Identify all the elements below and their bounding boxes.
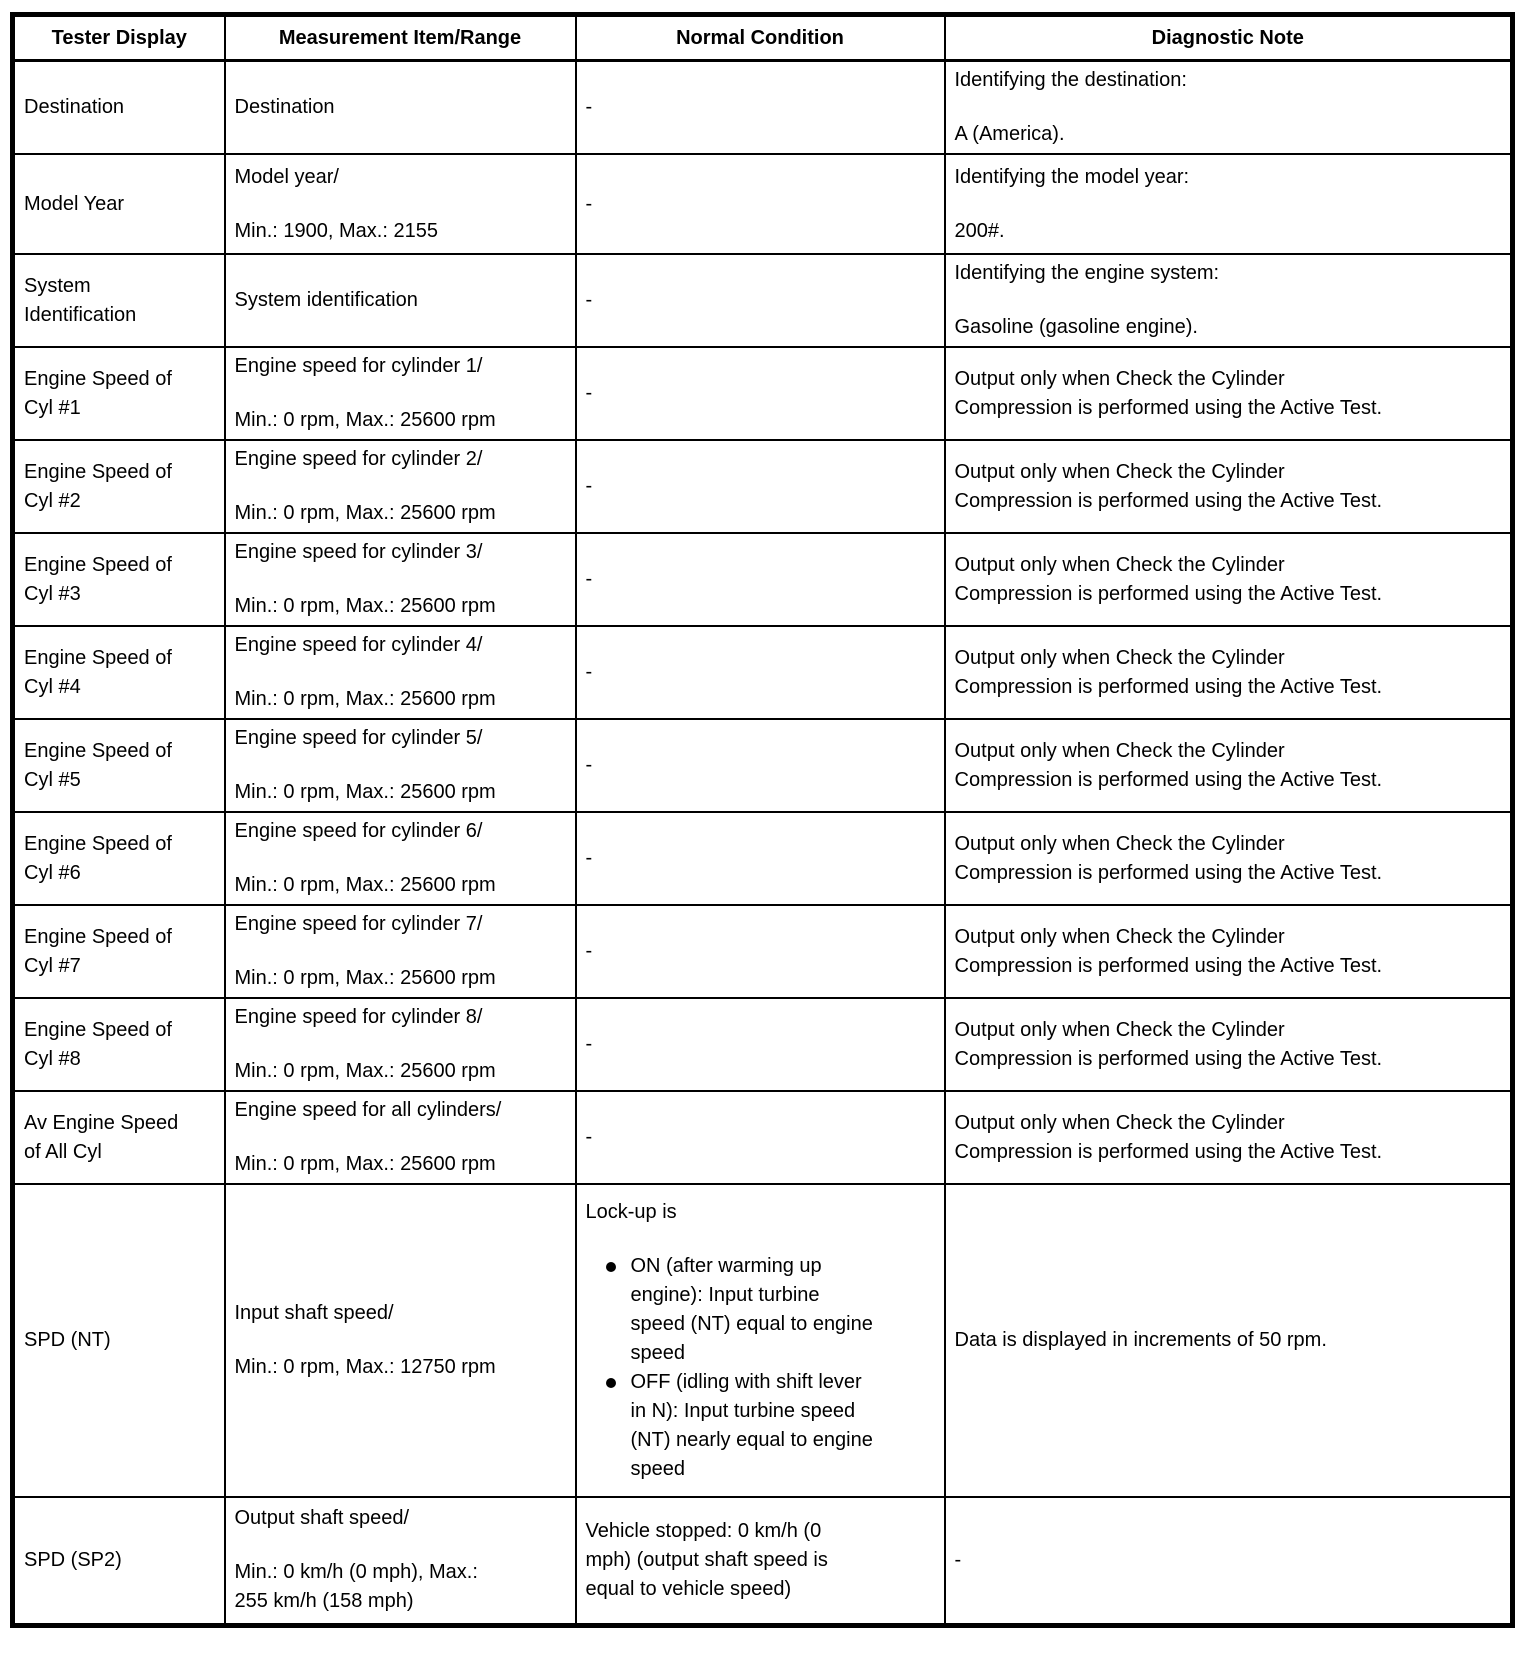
cell-measurement-item-range	[225, 905, 576, 998]
cell-tester-display	[13, 719, 225, 812]
cell-text: Engine speed for cylinder 3/	[234, 541, 483, 563]
cell-normal-condition	[576, 254, 945, 347]
cell-text: Identifying the engine system:	[954, 262, 1220, 284]
cell-text: Vehicle stopped: 0 km/h (0 mph) (output shaft speed is equal to vehicle speed)	[585, 1519, 828, 1600]
cell-text: Engine Speed of Cyl #5	[24, 739, 172, 791]
cell-text: Engine Speed of Cyl #8	[24, 1018, 172, 1070]
bullet-text: OFF (idling with shift lever in N): Input turbine speed (NT) nearly equal to engine speed	[630, 1370, 873, 1480]
cell-text: Engine speed for cylinder 6/	[234, 820, 483, 842]
cell-text: Av Engine Speed of All Cyl	[24, 1111, 179, 1163]
cell-text: Min.: 0 rpm, Max.: 25600 rpm	[234, 1060, 496, 1082]
cell-text: -	[585, 661, 593, 683]
table-row	[13, 1091, 1513, 1184]
cell-normal-condition	[576, 1184, 945, 1497]
cell-tester-display	[13, 998, 225, 1091]
cell-text: System Identification	[24, 274, 137, 326]
cell-text: Output only when Check the Cylinder Compression is performed using the Active Test.	[954, 460, 1383, 512]
cell-text: Identifying the destination:	[954, 69, 1187, 91]
cell-text: Engine Speed of Cyl #3	[24, 553, 172, 605]
cell-text: Engine speed for cylinder 8/	[234, 1006, 483, 1028]
cell-text: Engine Speed of Cyl #2	[24, 460, 172, 512]
cell-text: -	[954, 1548, 962, 1571]
cell-tester-display	[13, 626, 225, 719]
cell-diagnostic-note	[945, 1497, 1513, 1625]
cell-text: Engine speed for cylinder 4/	[234, 634, 483, 656]
cell-diagnostic-note	[945, 254, 1513, 347]
cell-text: Min.: 0 rpm, Max.: 25600 rpm	[234, 781, 496, 803]
cell-normal-condition	[576, 626, 945, 719]
cell-diagnostic-note	[945, 905, 1513, 998]
cell-text: Engine Speed of Cyl #4	[24, 646, 172, 698]
cell-measurement-item-range	[225, 440, 576, 533]
cell-text: Destination	[234, 96, 335, 118]
header-measurement-item-range: Measurement Item/Range	[225, 15, 576, 61]
table-row	[13, 347, 1513, 440]
cell-diagnostic-note	[945, 719, 1513, 812]
cell-normal-condition	[576, 154, 945, 254]
cell-text: Output only when Check the Cylinder Compression is performed using the Active Test.	[954, 1111, 1383, 1163]
table-row	[13, 61, 1513, 155]
cell-measurement-item-range	[225, 626, 576, 719]
cell-diagnostic-note	[945, 61, 1513, 155]
cell-text: -	[585, 382, 593, 404]
cell-text: System identification	[234, 289, 418, 311]
cell-text: Input shaft speed/	[234, 1302, 394, 1324]
cell-diagnostic-note	[945, 998, 1513, 1091]
cell-text: Output only when Check the Cylinder Compression is performed using the Active Test.	[954, 646, 1383, 698]
cell-text: Min.: 0 rpm, Max.: 25600 rpm	[234, 874, 496, 896]
bullet-icon	[606, 1262, 616, 1272]
cell-text: Identifying the model year:	[954, 165, 1190, 188]
cell-text: Engine Speed of Cyl #1	[24, 367, 172, 419]
cell-tester-display	[13, 154, 225, 254]
cell-normal-condition	[576, 347, 945, 440]
header-diagnostic-note: Diagnostic Note	[945, 15, 1513, 61]
table-row	[13, 533, 1513, 626]
table-body	[13, 61, 1513, 1626]
cell-measurement-item-range	[225, 812, 576, 905]
cell-text: Lock-up is	[585, 1200, 677, 1223]
cell-normal-condition	[576, 1091, 945, 1184]
cell-text: -	[585, 96, 593, 118]
cell-tester-display	[13, 1497, 225, 1625]
cell-normal-condition	[576, 905, 945, 998]
cell-text: A (America).	[954, 123, 1065, 145]
cell-measurement-item-range	[225, 254, 576, 347]
cell-text: -	[585, 568, 593, 590]
cell-text: Destination	[24, 96, 125, 118]
cell-text: SPD (SP2)	[24, 1548, 122, 1571]
cell-text: Min.: 1900, Max.: 2155	[234, 219, 438, 242]
cell-text: -	[585, 940, 593, 962]
cell-text: Output only when Check the Cylinder Compression is performed using the Active Test.	[954, 367, 1383, 419]
cell-text: Data is displayed in increments of 50 rpm.	[954, 1329, 1327, 1351]
cell-tester-display	[13, 1184, 225, 1497]
cell-tester-display	[13, 347, 225, 440]
cell-text: -	[585, 192, 593, 215]
cell-diagnostic-note	[945, 626, 1513, 719]
header-normal-condition: Normal Condition	[576, 15, 945, 61]
cell-diagnostic-note	[945, 440, 1513, 533]
cell-normal-condition	[576, 61, 945, 155]
cell-text: Min.: 0 rpm, Max.: 25600 rpm	[234, 967, 496, 989]
cell-text: 200#.	[954, 219, 1005, 242]
cell-normal-condition	[576, 719, 945, 812]
table-row	[13, 719, 1513, 812]
cell-text: Min.: 0 rpm, Max.: 25600 rpm	[234, 409, 496, 431]
cell-text: -	[585, 289, 593, 311]
cell-text: Engine speed for cylinder 1/	[234, 355, 483, 377]
cell-measurement-item-range	[225, 154, 576, 254]
bullet-list	[586, 1252, 936, 1484]
table-row	[13, 812, 1513, 905]
cell-normal-condition	[576, 812, 945, 905]
cell-normal-condition	[576, 1497, 945, 1625]
table-row	[13, 440, 1513, 533]
cell-text: Output only when Check the Cylinder Compression is performed using the Active Test.	[954, 553, 1383, 605]
cell-measurement-item-range	[225, 998, 576, 1091]
cell-text: Min.: 0 rpm, Max.: 12750 rpm	[234, 1356, 496, 1378]
cell-tester-display	[13, 905, 225, 998]
cell-text: Engine speed for cylinder 2/	[234, 448, 483, 470]
cell-text: Output shaft speed/	[234, 1507, 410, 1530]
cell-measurement-item-range	[225, 1091, 576, 1184]
cell-tester-display	[13, 1091, 225, 1184]
cell-diagnostic-note	[945, 347, 1513, 440]
cell-diagnostic-note	[945, 154, 1513, 254]
cell-diagnostic-note	[945, 812, 1513, 905]
cell-text: -	[585, 1033, 593, 1055]
cell-text: Min.: 0 rpm, Max.: 25600 rpm	[234, 502, 496, 524]
diagnostic-data-table	[10, 12, 1515, 1628]
cell-normal-condition	[576, 533, 945, 626]
table-row	[13, 998, 1513, 1091]
cell-text: Engine Speed of Cyl #7	[24, 925, 172, 977]
cell-text: Output only when Check the Cylinder Compression is performed using the Active Test.	[954, 1018, 1383, 1070]
table-row	[13, 1497, 1513, 1625]
cell-text: Output only when Check the Cylinder Compression is performed using the Active Test.	[954, 925, 1383, 977]
cell-text: Model Year	[24, 192, 125, 215]
cell-tester-display	[13, 61, 225, 155]
cell-diagnostic-note	[945, 1184, 1513, 1497]
cell-diagnostic-note	[945, 533, 1513, 626]
cell-tester-display	[13, 812, 225, 905]
cell-text: Engine Speed of Cyl #6	[24, 832, 172, 884]
table-row	[13, 905, 1513, 998]
cell-tester-display	[13, 254, 225, 347]
cell-text: Min.: 0 rpm, Max.: 25600 rpm	[234, 1153, 496, 1175]
table-row	[13, 1184, 1513, 1497]
cell-measurement-item-range	[225, 1497, 576, 1625]
cell-text: Min.: 0 rpm, Max.: 25600 rpm	[234, 595, 496, 617]
cell-text: SPD (NT)	[24, 1329, 111, 1351]
cell-text: Engine speed for all cylinders/	[234, 1099, 502, 1121]
cell-text: -	[585, 847, 593, 869]
cell-text: -	[585, 754, 593, 776]
cell-text: Model year/	[234, 165, 339, 188]
header-tester-display: Tester Display	[13, 15, 225, 61]
cell-text: Engine speed for cylinder 5/	[234, 727, 483, 749]
cell-text: Engine speed for cylinder 7/	[234, 913, 483, 935]
cell-text: -	[585, 1126, 593, 1148]
cell-normal-condition	[576, 440, 945, 533]
cell-measurement-item-range	[225, 533, 576, 626]
table-row	[13, 626, 1513, 719]
cell-measurement-item-range	[225, 61, 576, 155]
header-row	[13, 15, 1513, 61]
bullet-text: ON (after warming up engine): Input turbine speed (NT) equal to engine speed	[630, 1254, 873, 1364]
cell-measurement-item-range	[225, 719, 576, 812]
cell-text: Min.: 0 km/h (0 mph), Max.: 255 km/h (158 mph)	[234, 1561, 478, 1613]
cell-tester-display	[13, 533, 225, 626]
cell-text: -	[585, 475, 593, 497]
cell-normal-condition	[576, 998, 945, 1091]
cell-text: Min.: 0 rpm, Max.: 25600 rpm	[234, 688, 496, 710]
cell-diagnostic-note	[945, 1091, 1513, 1184]
table-row	[13, 254, 1513, 347]
cell-text: Gasoline (gasoline engine).	[954, 316, 1198, 338]
cell-measurement-item-range	[225, 347, 576, 440]
cell-text: Output only when Check the Cylinder Compression is performed using the Active Test.	[954, 832, 1383, 884]
cell-text: Output only when Check the Cylinder Compression is performed using the Active Test.	[954, 739, 1383, 791]
bullet-icon	[606, 1378, 616, 1388]
cell-tester-display	[13, 440, 225, 533]
table-row	[13, 154, 1513, 254]
cell-measurement-item-range	[225, 1184, 576, 1497]
bullet-item	[606, 1368, 936, 1484]
bullet-item	[606, 1252, 936, 1368]
